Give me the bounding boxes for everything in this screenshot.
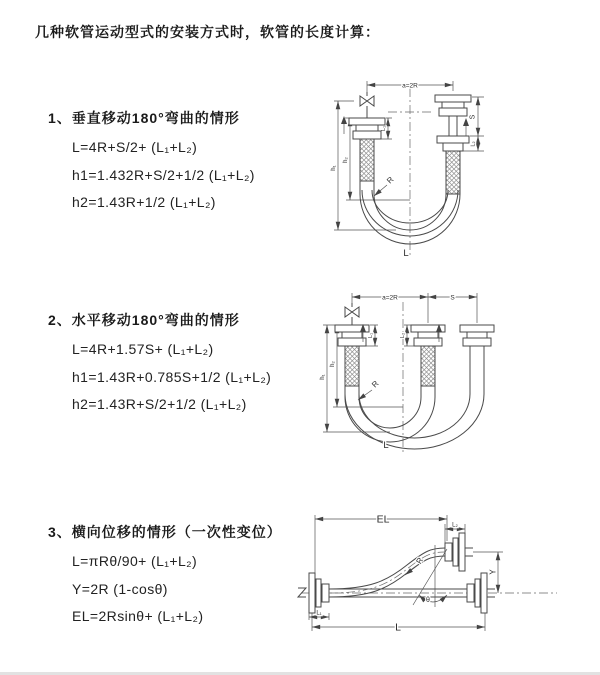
section-2-formula-h1: h1=1.43R+0.785S+1/2 (L₁+L₂) — [72, 368, 272, 385]
d1-movement-arrow-left — [341, 116, 347, 124]
d1-dim-s: S — [469, 114, 477, 120]
section-2-heading: 2、水平移动180°弯曲的情形 — [48, 312, 240, 328]
d3-dim-l2: L₂ — [452, 522, 458, 529]
d1-dim-h1: h₁ — [331, 165, 337, 171]
section-2-formula-L: L=4R+1.57S+ (L₁+L₂) — [72, 341, 214, 357]
d3-annotations — [405, 545, 447, 607]
d1-dim-l1: L₁ — [381, 126, 387, 131]
d1-braided-hose-left — [360, 139, 374, 181]
d1-dim-l2: L₂ — [470, 141, 477, 147]
d3-dim-el: EL — [376, 513, 390, 526]
section-2 — [48, 310, 271, 419]
page-title: 几种软管运动型式的安装方式时，软管的长度计算： — [35, 24, 380, 40]
d3-hose-assembly — [309, 533, 495, 613]
d2-dimensions — [320, 293, 477, 432]
d1-radius-label: R — [385, 175, 396, 186]
d3-dim-y: Y — [488, 569, 498, 575]
d2-hose-assembly — [335, 324, 494, 449]
d3-angle-label: θ — [426, 597, 430, 604]
d1-hose-assembly — [341, 95, 471, 244]
d2-annotations — [358, 379, 389, 451]
d2-braided-hose-middle — [421, 346, 435, 386]
section-1 — [48, 108, 255, 217]
d1-valve-icon — [360, 92, 374, 118]
d2-dim-a2r: a=2R — [382, 294, 398, 302]
section-3 — [48, 522, 282, 631]
d3-radius-label: R — [414, 555, 426, 566]
d1-centerlines — [388, 88, 434, 258]
section-3-formula-Y: Y=2R (1-cosθ) — [72, 580, 168, 597]
d3-dim-l1: L₁ — [316, 610, 322, 617]
section-1-formula-h2: h2=1.43R+1/2 (L₁+L₂) — [72, 194, 216, 210]
d2-dim-l1: L₁ — [368, 333, 374, 338]
d2-dim-l2: L₂ — [400, 332, 406, 339]
d3-break-mark — [298, 588, 306, 597]
d2-radius-label: R — [370, 379, 381, 390]
section-2-formula-h2: h2=1.43R+S/2+1/2 (L₁+L₂) — [72, 396, 247, 412]
d2-dim-h1: h₁ — [320, 374, 326, 380]
d2-dim-s: S — [450, 294, 455, 302]
diagram-horizontal-180-bend — [305, 282, 600, 467]
diagram-vertical-180-bend — [310, 70, 595, 265]
d1-dim-a2r: a=2R — [402, 82, 418, 90]
d3-dim-l: L — [395, 621, 401, 634]
d1-braided-hose-right — [446, 151, 460, 194]
d1-annotations — [374, 175, 409, 259]
section-3-formula-L: L=πRθ/90+ (L₁+L₂) — [72, 553, 198, 569]
section-1-formula-h1: h1=1.432R+S/2+1/2 (L₁+L₂) — [72, 166, 255, 183]
diagram-lateral-displacement — [295, 505, 600, 650]
section-1-heading: 1、垂直移动180°弯曲的情形 — [48, 110, 240, 126]
d1-dim-h2: h₂ — [343, 157, 349, 163]
d2-dim-h2: h₂ — [330, 361, 336, 367]
d1-length-label: L — [403, 248, 409, 259]
section-3-heading: 3、横向位移的情形（一次性变位） — [48, 524, 282, 540]
d2-valve-icon — [345, 303, 359, 325]
d2-braided-hose-left — [345, 346, 359, 386]
section-1-formula-L: L=4R+S/2+ (L₁+L₂) — [72, 139, 198, 155]
d1-movement-arrow-right — [463, 118, 469, 126]
d2-length-label: L — [383, 440, 389, 451]
section-3-formula-EL: EL=2Rsinθ+ (L₁+L₂) — [72, 608, 204, 624]
